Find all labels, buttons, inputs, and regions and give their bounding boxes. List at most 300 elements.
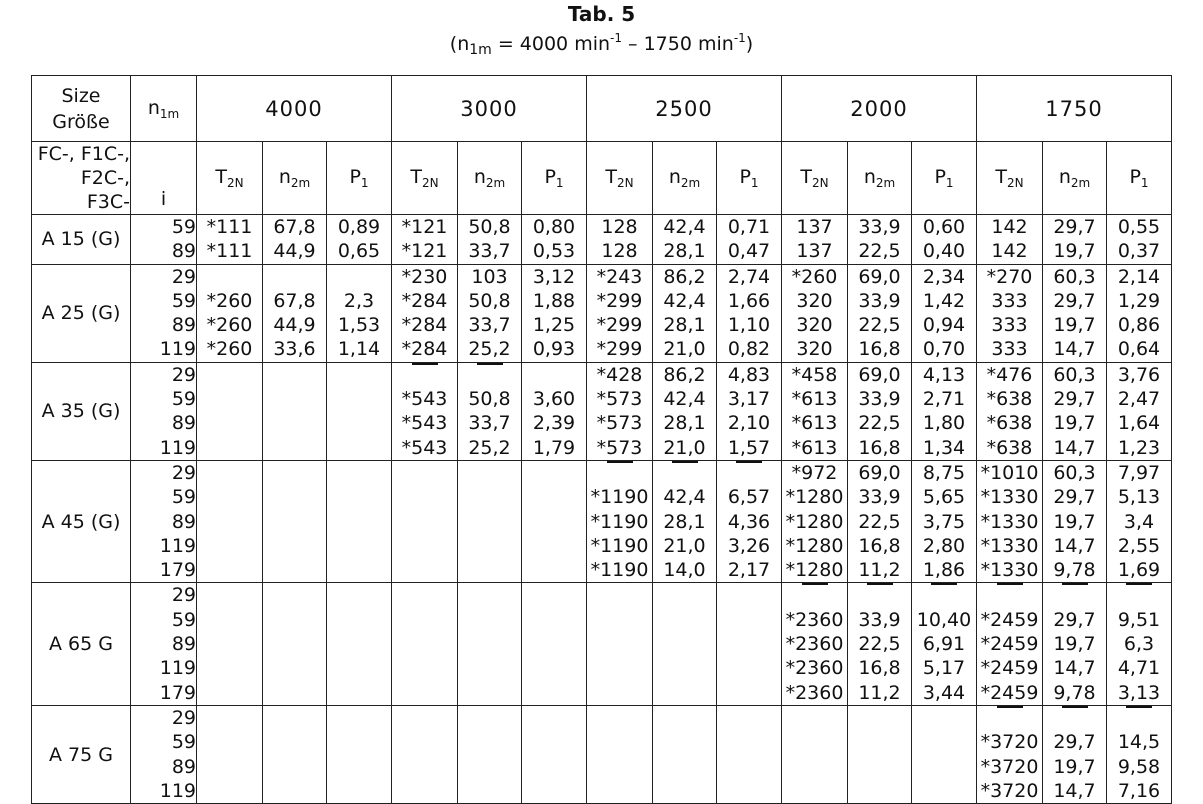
cell-value: *1330 — [980, 559, 1039, 582]
cell-value: 1,10 — [727, 314, 771, 337]
size-cell: A 65 G — [32, 583, 131, 705]
cell-value: 0,94 — [922, 314, 966, 337]
col-header-p1-0: $P_1$ — [327, 142, 392, 215]
cell-value — [587, 608, 652, 632]
dash-line — [867, 583, 893, 585]
cell-value: 2,10 — [727, 412, 771, 435]
dash-line — [1126, 706, 1152, 708]
cell-value: 5,65 — [922, 486, 966, 509]
cell-value: 142 — [991, 240, 1028, 263]
cell-value — [263, 583, 326, 607]
ratio-value: 29 — [171, 461, 196, 484]
ratio-value: 119 — [159, 779, 196, 802]
cell-value — [653, 779, 716, 803]
cell-value — [653, 583, 716, 607]
cell-value: *2459 — [980, 608, 1039, 631]
cell-value — [327, 632, 391, 656]
dash-mark — [848, 583, 911, 607]
cell-value — [522, 706, 586, 730]
value-cell — [977, 264, 1043, 362]
col-header-n2m-1: $n_{2m}$ — [458, 142, 522, 215]
cell-value — [392, 681, 457, 705]
cell-value: 11,2 — [858, 559, 901, 582]
cell-value: 42,4 — [663, 388, 706, 411]
cell-value: 29,7 — [1053, 608, 1096, 631]
cell-value — [392, 730, 457, 754]
ratio-cell — [131, 215, 197, 265]
cell-value: 1,25 — [532, 314, 576, 337]
col-header-p1-3: $P_1$ — [912, 142, 977, 215]
cell-value: 50,8 — [468, 289, 511, 312]
cell-value: *1330 — [980, 534, 1039, 557]
cell-value: *573 — [596, 436, 643, 459]
dash-line — [412, 363, 438, 365]
n1m-header: $n_{1m}$ — [131, 76, 197, 142]
cell-value — [263, 681, 326, 705]
speed-header-1750: 1750 — [977, 76, 1172, 142]
value-cell — [263, 583, 327, 705]
cell-value — [392, 755, 457, 779]
cell-value: 0,40 — [922, 240, 966, 263]
cell-value: 3,4 — [1123, 510, 1155, 533]
cell-value: 42,4 — [663, 486, 706, 509]
cell-value: 14,7 — [1053, 338, 1096, 361]
cell-value — [717, 779, 781, 803]
cell-value — [327, 558, 391, 582]
cell-value: *299 — [596, 289, 643, 312]
cell-value — [653, 681, 716, 705]
cell-value: 29,7 — [1053, 216, 1096, 238]
cell-value: *260 — [791, 265, 838, 288]
ratio-value: 119 — [159, 534, 196, 557]
ratio-value: 89 — [171, 510, 196, 533]
size-cell: A 15 (G) — [32, 215, 131, 265]
size-header — [32, 76, 131, 142]
cell-value — [327, 706, 391, 730]
col-header-t2n-0: $T_{2N}$ — [197, 142, 263, 215]
value-cell — [197, 215, 263, 265]
cell-value: 69,0 — [858, 461, 901, 484]
dash-line — [1126, 583, 1152, 585]
ratio-value: 29 — [171, 584, 196, 607]
ratio-cell — [131, 460, 197, 582]
cell-value: 3,76 — [1117, 363, 1161, 386]
cell-value: 16,8 — [858, 338, 901, 361]
cell-value — [327, 411, 391, 435]
cell-value: *299 — [596, 338, 643, 361]
value-cell — [327, 215, 392, 265]
cell-value: 0,70 — [922, 338, 966, 361]
ratio-value: 59 — [171, 289, 196, 312]
size-cell: A 75 G — [32, 705, 131, 803]
table-row — [32, 460, 1172, 582]
cell-value: 42,4 — [663, 216, 706, 238]
ratio-value: 119 — [159, 338, 196, 361]
size-header-line1: Size — [61, 84, 101, 107]
cell-value — [327, 656, 391, 680]
cell-value — [587, 755, 652, 779]
cell-value — [717, 583, 781, 607]
cell-value: 19,7 — [1053, 240, 1096, 263]
cell-value: 2,14 — [1117, 265, 1161, 288]
ratio-value: 89 — [171, 240, 196, 263]
cell-value: 14,7 — [1053, 534, 1096, 557]
cell-value: *458 — [791, 363, 838, 386]
cell-value: 0,60 — [922, 216, 966, 238]
value-cell — [912, 460, 977, 582]
cell-value: 33,7 — [468, 240, 511, 263]
cell-value: 333 — [991, 338, 1028, 361]
cell-value: 2,39 — [532, 412, 576, 435]
cell-value: 0,65 — [337, 240, 381, 263]
value-cell — [327, 460, 392, 582]
size-cell: A 35 (G) — [32, 362, 131, 460]
cell-value: 7,16 — [1117, 779, 1161, 802]
cell-value — [653, 755, 716, 779]
cell-value — [327, 510, 391, 534]
cell-value: 50,8 — [468, 216, 511, 238]
cell-value — [522, 363, 586, 387]
ratio-value: 59 — [171, 388, 196, 411]
cell-value — [458, 632, 521, 656]
cell-value: 22,5 — [858, 240, 901, 263]
cell-value: 2,34 — [922, 265, 966, 288]
cell-value — [717, 706, 781, 730]
cell-value: 44,9 — [273, 240, 316, 263]
value-cell — [977, 460, 1043, 582]
cell-value: 2,71 — [922, 388, 966, 411]
value-cell — [1043, 264, 1107, 362]
cell-value: 14,7 — [1053, 779, 1096, 802]
value-cell — [522, 215, 587, 265]
value-cell — [1043, 460, 1107, 582]
cell-value — [587, 632, 652, 656]
dash-line — [672, 461, 698, 463]
ratio-header: i — [131, 142, 197, 215]
dash-line — [997, 706, 1023, 708]
size-cell: A 45 (G) — [32, 460, 131, 582]
cell-value: 2,80 — [922, 534, 966, 557]
col-header-t2n-3: $T_{2N}$ — [782, 142, 848, 215]
value-cell — [653, 215, 717, 265]
cell-value: 1,34 — [922, 436, 966, 459]
cell-value — [327, 265, 391, 289]
cell-value: *260 — [206, 314, 253, 337]
cell-value: 0,55 — [1117, 216, 1161, 238]
cell-value: 1,57 — [727, 436, 771, 459]
speed-header-3000: 3000 — [392, 76, 587, 142]
cell-value — [522, 461, 586, 485]
value-cell — [458, 583, 522, 705]
cell-value — [587, 681, 652, 705]
value-cell — [392, 583, 458, 705]
cell-value — [912, 779, 976, 803]
dash-line — [1062, 583, 1088, 585]
cell-value — [458, 583, 521, 607]
col-header-p1-4: $P_1$ — [1107, 142, 1172, 215]
value-cell — [782, 460, 848, 582]
cell-value: 333 — [991, 314, 1028, 337]
cell-value: 14,5 — [1117, 731, 1161, 754]
cell-value — [522, 608, 586, 632]
value-cell — [458, 362, 522, 460]
cell-value — [197, 461, 262, 485]
cell-value: 60,3 — [1053, 265, 1096, 288]
cell-value — [327, 534, 391, 558]
value-cell — [848, 215, 912, 265]
cell-value: 2,17 — [727, 559, 771, 582]
series-header-line1: FC-, F1C-, — [37, 143, 130, 165]
cell-value — [392, 583, 457, 607]
cell-value: 28,1 — [663, 314, 706, 337]
cell-value: 19,7 — [1053, 412, 1096, 435]
value-cell — [587, 264, 653, 362]
value-cell — [197, 583, 263, 705]
value-cell — [522, 460, 587, 582]
value-cell — [392, 460, 458, 582]
cell-value — [197, 779, 262, 803]
cell-value — [327, 779, 391, 803]
ratio-value: 29 — [171, 265, 196, 288]
cell-value: 22,5 — [858, 314, 901, 337]
value-cell — [912, 362, 977, 460]
cell-value — [197, 681, 262, 705]
value-cell — [717, 215, 782, 265]
cell-value — [327, 461, 391, 485]
value-cell — [912, 264, 977, 362]
cell-value — [653, 730, 716, 754]
cell-value: 29,7 — [1053, 388, 1096, 411]
cell-value — [782, 706, 847, 730]
cell-value: 2,55 — [1117, 534, 1161, 557]
ratio-value: 89 — [171, 314, 196, 337]
cell-value — [263, 632, 326, 656]
cell-value: *972 — [791, 461, 838, 484]
cell-value — [587, 779, 652, 803]
cell-value: *2360 — [785, 608, 844, 631]
cell-value: 4,13 — [922, 363, 966, 386]
cell-value: 128 — [601, 240, 638, 263]
value-cell — [848, 264, 912, 362]
cell-value — [392, 461, 457, 485]
cell-value: *111 — [206, 216, 253, 238]
cell-value: *3720 — [980, 731, 1039, 754]
cell-value — [458, 558, 521, 582]
cell-value — [392, 656, 457, 680]
cell-value: *638 — [986, 388, 1033, 411]
value-cell — [1107, 583, 1172, 705]
cell-value: 29,7 — [1053, 486, 1096, 509]
cell-value: 3,75 — [922, 510, 966, 533]
value-cell — [1107, 460, 1172, 582]
cell-value — [653, 656, 716, 680]
col-header-t2n-4: $T_{2N}$ — [977, 142, 1043, 215]
dash-mark — [782, 583, 847, 607]
value-cell — [848, 583, 912, 705]
value-cell — [392, 264, 458, 362]
cell-value: 6,3 — [1123, 633, 1155, 656]
cell-value: *543 — [401, 412, 448, 435]
cell-value: 21,0 — [663, 338, 706, 361]
value-cell — [848, 460, 912, 582]
cell-value: *284 — [401, 338, 448, 361]
value-cell — [263, 460, 327, 582]
cell-value — [458, 608, 521, 632]
cell-value: *3720 — [980, 779, 1039, 802]
cell-value — [717, 755, 781, 779]
cell-value — [522, 681, 586, 705]
cell-value — [392, 632, 457, 656]
cell-value: *2459 — [980, 657, 1039, 680]
header-row-speeds — [32, 76, 1172, 142]
cell-value — [263, 461, 326, 485]
value-cell — [977, 362, 1043, 460]
cell-value: 3,13 — [1117, 681, 1161, 704]
col-header-n2m-4: $n_{2m}$ — [1043, 142, 1107, 215]
value-cell — [522, 583, 587, 705]
dash-line — [736, 461, 762, 463]
value-cell — [587, 583, 653, 705]
cell-value — [263, 755, 326, 779]
cell-value — [197, 534, 262, 558]
dash-line — [1062, 706, 1088, 708]
value-cell — [587, 215, 653, 265]
ratio-cell — [131, 362, 197, 460]
value-cell — [197, 460, 263, 582]
cell-value: 33,9 — [858, 388, 901, 411]
cell-value: 9,51 — [1117, 608, 1161, 631]
cell-value: *1010 — [980, 461, 1039, 484]
cell-value — [522, 730, 586, 754]
cell-value: 1,86 — [922, 559, 966, 582]
cell-value: *638 — [986, 436, 1033, 459]
cell-value — [263, 558, 326, 582]
cell-value: *121 — [401, 216, 448, 238]
ratio-value: 29 — [171, 706, 196, 729]
cell-value: 320 — [796, 314, 833, 337]
cell-value: 28,1 — [663, 510, 706, 533]
cell-value: 29,7 — [1053, 289, 1096, 312]
table-subtitle: ($n_{1m} = 4000$ $\min^{-1} - 1750$ $\min^{-1}$) — [449, 31, 754, 58]
cell-value — [653, 706, 716, 730]
dash-mark — [1107, 706, 1171, 730]
cell-value — [263, 730, 326, 754]
ratio-value: 29 — [171, 363, 196, 386]
table-row — [32, 583, 1172, 705]
value-cell — [717, 264, 782, 362]
cell-value: 67,8 — [273, 216, 316, 238]
col-header-p1-2: $P_1$ — [717, 142, 782, 215]
cell-value — [717, 656, 781, 680]
cell-value — [263, 510, 326, 534]
cell-value: 16,8 — [858, 534, 901, 557]
cell-value: *2459 — [980, 681, 1039, 704]
cell-value: *573 — [596, 412, 643, 435]
value-cell — [912, 215, 977, 265]
cell-value — [522, 534, 586, 558]
cell-value: *230 — [401, 265, 448, 288]
value-cell — [717, 460, 782, 582]
cell-value — [197, 363, 262, 387]
cell-value: *428 — [596, 363, 643, 386]
value-cell — [392, 362, 458, 460]
cell-value: 33,6 — [273, 338, 316, 361]
ratio-cell — [131, 583, 197, 705]
cell-value — [327, 436, 391, 460]
cell-value: 21,0 — [663, 436, 706, 459]
cell-value — [717, 681, 781, 705]
cell-value: 86,2 — [663, 265, 706, 288]
cell-value: 86,2 — [663, 363, 706, 386]
cell-value: 33,9 — [858, 608, 901, 631]
cell-value: *1330 — [980, 486, 1039, 509]
cell-value — [848, 755, 911, 779]
col-header-n2m-2: $n_{2m}$ — [653, 142, 717, 215]
cell-value — [587, 656, 652, 680]
value-cell — [587, 362, 653, 460]
cell-value — [197, 387, 262, 411]
dash-mark — [458, 363, 521, 387]
cell-value — [653, 632, 716, 656]
cell-value: *1280 — [785, 486, 844, 509]
col-header-n2m-0: $n_{2m}$ — [263, 142, 327, 215]
value-cell — [1043, 583, 1107, 705]
ratio-value: 179 — [159, 559, 196, 582]
cell-value — [263, 363, 326, 387]
dash-mark — [392, 363, 457, 387]
value-cell — [782, 215, 848, 265]
cell-value: 0,89 — [337, 216, 381, 238]
cell-value: 0,47 — [727, 240, 771, 263]
cell-value: 19,7 — [1053, 633, 1096, 656]
cell-value: 0,64 — [1117, 338, 1161, 361]
cell-value: 3,60 — [532, 388, 576, 411]
cell-value — [263, 265, 326, 289]
cell-value: 10,40 — [916, 608, 972, 631]
cell-value: 5,17 — [922, 657, 966, 680]
cell-value — [197, 558, 262, 582]
table-row — [32, 215, 1172, 265]
value-cell — [653, 583, 717, 705]
cell-value: 25,2 — [468, 338, 511, 361]
value-cell — [587, 460, 653, 582]
cell-value: *613 — [791, 388, 838, 411]
cell-value: 25,2 — [468, 436, 511, 459]
table-row — [32, 264, 1172, 362]
cell-value: 19,7 — [1053, 510, 1096, 533]
cell-value: 60,3 — [1053, 363, 1096, 386]
col-header-n2m-3: $n_{2m}$ — [848, 142, 912, 215]
cell-value: 14,0 — [663, 559, 706, 582]
value-cell — [782, 264, 848, 362]
cell-value: 3,44 — [922, 681, 966, 704]
cell-value: 9,78 — [1053, 559, 1096, 582]
value-cell — [1107, 362, 1172, 460]
col-header-t2n-2: $T_{2N}$ — [587, 142, 653, 215]
cell-value — [327, 485, 391, 509]
cell-value: 333 — [991, 289, 1028, 312]
dash-mark — [587, 461, 652, 485]
cell-value — [263, 706, 326, 730]
cell-value — [912, 755, 976, 779]
ratings-table — [31, 75, 1172, 804]
cell-value: 33,7 — [468, 412, 511, 435]
cell-value: 1,79 — [532, 436, 576, 459]
cell-value — [197, 436, 262, 460]
cell-value: *543 — [401, 436, 448, 459]
cell-value: 0,71 — [727, 216, 771, 238]
value-cell — [327, 362, 392, 460]
